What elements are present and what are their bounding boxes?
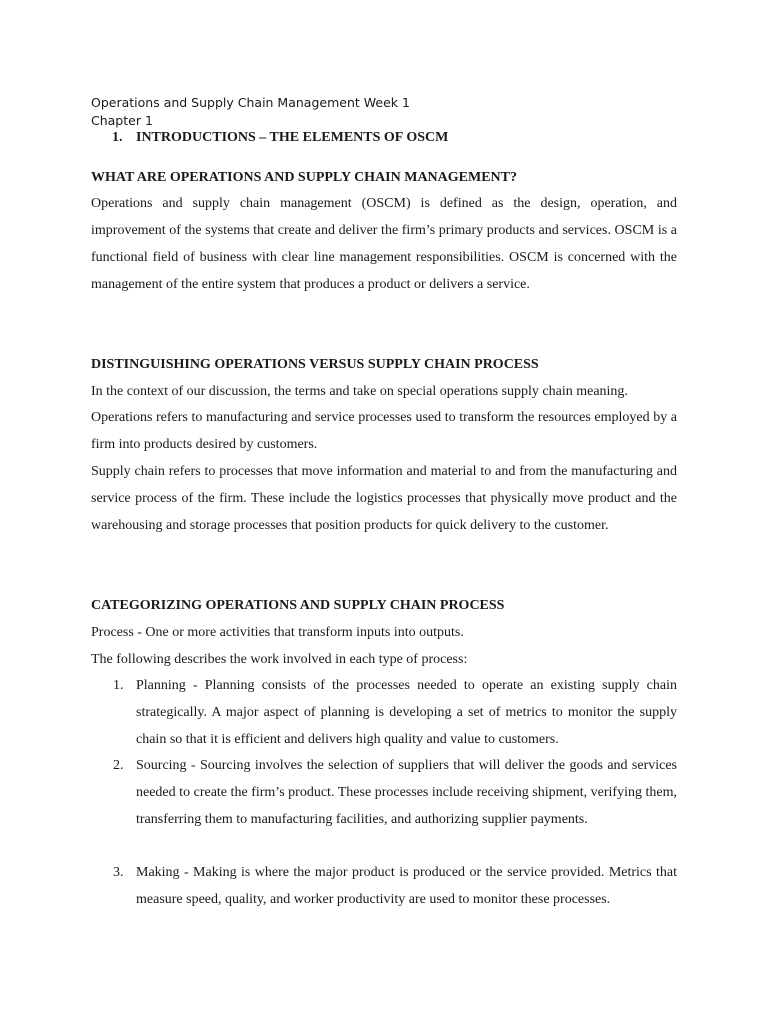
intro-heading-number: 1. [112,130,123,145]
intro-heading [112,130,448,146]
section-heading-distinguishing: DISTINGUISHING OPERATIONS VERSUS SUPPLY CHAIN PROCESS [91,357,539,372]
list-item-text: Sourcing - Sourcing involves the selection of suppliers that will deliver the goods and services needed to create the firm’s product. These processes include receiving shipment, verifying them, transferring them to manufacturing facilities, and authorizing supplier payments. [136,758,677,827]
paragraph-supply-chain: Supply chain refers to processes that move information and material to and from the manufacturing and service process of the firm. These include the logistics processes that physically move product and the warehousing and storage processes that position products for quick delivery to the customer. [91,464,677,533]
list-item-number: 2. [113,758,124,773]
process-definition-line: Process - One or more activities that transform inputs into outputs. [91,625,464,640]
chapter-label: Chapter 1 [91,113,153,128]
section-heading-oscm: WHAT ARE OPERATIONS AND SUPPLY CHAIN MANAGEMENT? [91,170,518,185]
list-item-text: Planning - Planning consists of the processes needed to operate an existing supply chain strategically. A major aspect of planning is developing a set of metrics to monitor the supply chain so that it is efficient and delivers high quality and value to customers. [136,678,677,747]
list-item-text: Making - Making is where the major product is produced or the service provided. Metrics that measure speed, quality, and worker productivity are used to monitor these processes. [136,865,677,907]
paragraph-operations: Operations refers to manufacturing and service processes used to transform the resources employed by a firm into products desired by customers. [91,410,677,452]
section-heading-categorizing: CATEGORIZING OPERATIONS AND SUPPLY CHAIN PROCESS [91,598,505,613]
list-item [91,672,677,753]
intro-heading-text: INTRODUCTIONS – THE ELEMENTS OF OSCM [136,130,449,145]
context-line: In the context of our discussion, the terms and take on special operations supply chain meaning. [91,384,628,399]
process-intro-line: The following describes the work involved in each type of process: [91,652,468,667]
document-title: Operations and Supply Chain Management Week 1 [91,95,410,110]
list-item [91,859,677,913]
list-item [91,752,677,833]
list-item-number: 1. [113,678,124,693]
paragraph-oscm-definition: Operations and supply chain management (OSCM) is defined as the design, operation, and improvement of the systems that create and deliver the firm’s primary products and services. OSCM is a functional field of business with clear line management responsibilities. OSCM is concerned with the management of the entire system that produces a product or delivers a service. [91,196,677,292]
list-item-number: 3. [113,865,124,880]
